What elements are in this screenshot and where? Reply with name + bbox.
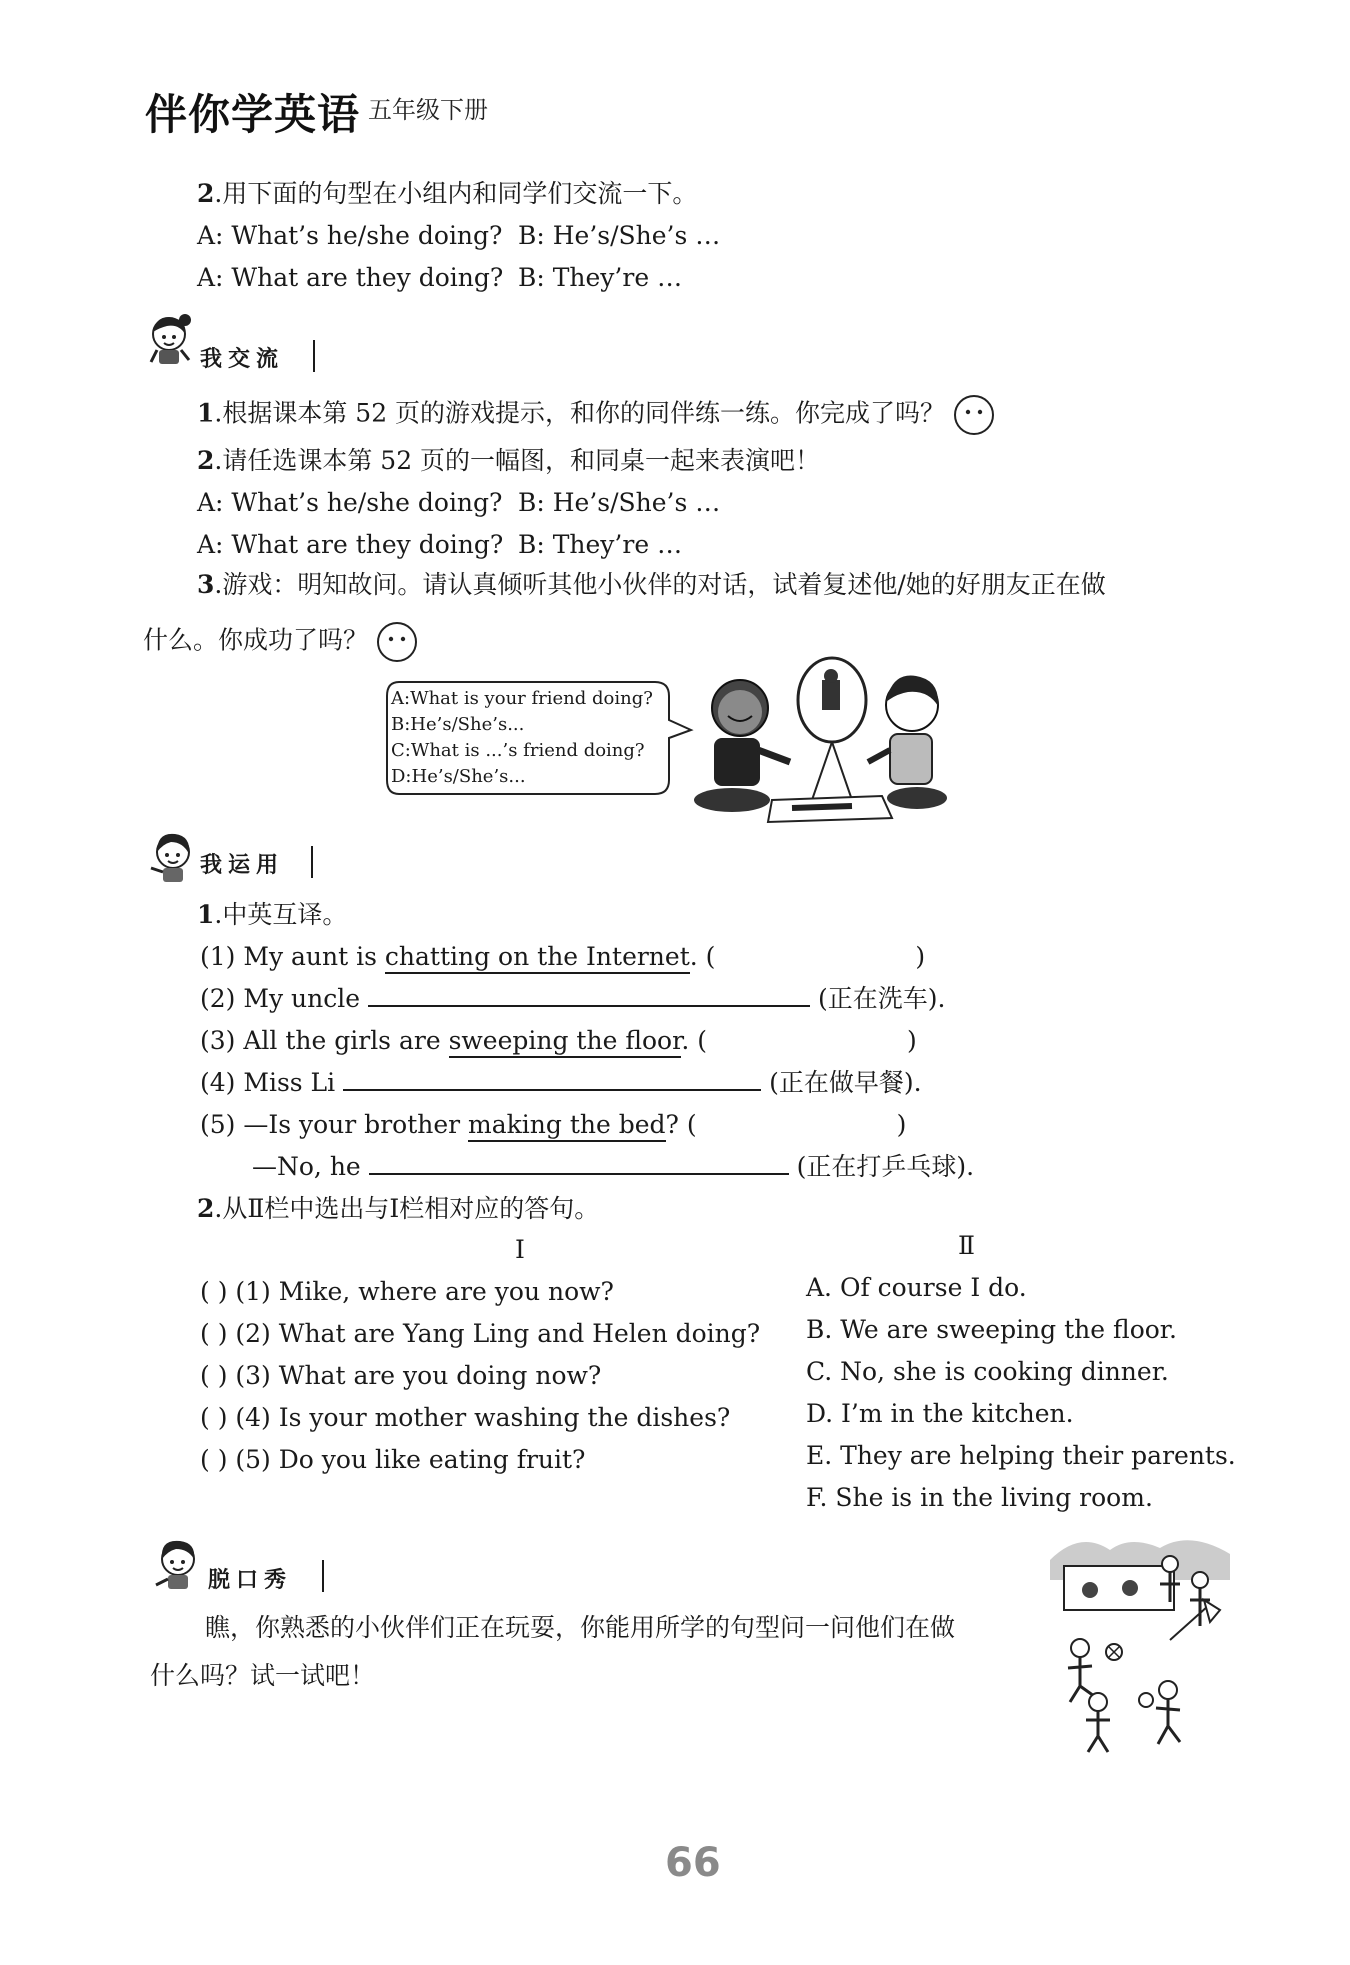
translate-item-3: [200, 1025, 917, 1057]
question-text: .根据课本第 52 页的游戏提示，和你的同伴练一练。你完成了吗？: [214, 398, 946, 428]
dialog-line-b: B: They’re …: [518, 530, 683, 559]
apply-question-2: [197, 1193, 599, 1225]
question-number: 2: [197, 446, 215, 475]
translate-item-2: [200, 983, 945, 1015]
dialog-line-b: B: They’re …: [518, 263, 683, 292]
section-label-apply: 我运用: [200, 853, 285, 878]
item-text: ? (: [665, 1110, 697, 1139]
exchange-question-3-cont: [143, 621, 418, 663]
smiley-face-icon: [953, 394, 995, 436]
question-2-top: [197, 178, 697, 210]
answer-blank[interactable]: [368, 983, 810, 1007]
match-question[interactable]: ( ) (2) What are Yang Ling and Helen doing?: [200, 1319, 761, 1348]
kids-game-illustration: [672, 650, 972, 825]
dialog-line-a: A: What’s he/she doing?: [197, 488, 503, 517]
book-title: 伴你学英语: [145, 90, 361, 139]
dialog-line-a: A: What are they doing?: [197, 530, 504, 559]
underlined-phrase: chatting on the Internet: [385, 942, 690, 974]
item-text: ): [906, 1026, 917, 1055]
dialog-line-b: B: He’s/She’s …: [518, 488, 721, 517]
bubble-line: A:What is your friend doing?: [391, 688, 653, 709]
bubble-line: D:He’s/She’s...: [391, 766, 526, 787]
item-text: (3) All the girls are: [200, 1026, 449, 1055]
book-subtitle: 五年级下册: [368, 96, 488, 124]
exchange-question-3: [197, 569, 1106, 601]
item-text: —No, he: [252, 1152, 361, 1181]
question-number: 3: [197, 570, 215, 599]
question-text: .请任选课本第 52 页的一幅图，和同桌一起来表演吧！: [214, 446, 821, 475]
page-number: 66: [665, 1840, 721, 1886]
dialog-line-a: A: What are they doing?: [197, 263, 504, 292]
dialog-line-a: A: What’s he/she doing?: [197, 221, 503, 250]
question-text: .游戏：明知故问。请认真倾听其他小伙伴的对话，试着复述他/她的好朋友正在做: [214, 570, 1106, 599]
match-answer: C. No, she is cooking dinner.: [806, 1357, 1169, 1386]
underlined-phrase: sweeping the floor: [449, 1026, 682, 1058]
section-label-talk-show: 脱口秀: [208, 1568, 293, 1593]
item-text: (5) —Is your brother: [200, 1110, 469, 1139]
question-text: .用下面的句型在小组内和同学们交流一下。: [214, 179, 698, 208]
section-divider: [313, 340, 315, 372]
item-text: ): [915, 942, 926, 971]
item-text: ): [896, 1110, 907, 1139]
underlined-phrase: making the bed: [468, 1110, 666, 1142]
answer-blank[interactable]: [343, 1067, 761, 1091]
section-label-exchange: 我交流: [200, 347, 285, 372]
bubble-line: C:What is ...’s friend doing?: [391, 740, 645, 761]
bubble-line: B:He’s/She’s...: [391, 714, 525, 735]
answer-blank[interactable]: [369, 1151, 789, 1175]
translate-item-1: [200, 941, 925, 973]
dialog-line-b: B: He’s/She’s …: [518, 221, 721, 250]
girl-mascot-icon: [150, 1535, 210, 1595]
match-question[interactable]: ( ) (1) Mike, where are you now?: [200, 1277, 614, 1306]
question-text: 什么。你成功了吗？: [143, 625, 369, 655]
item-text: (正在打乒乓球).: [796, 1152, 975, 1181]
question-text: .从Ⅱ栏中选出与Ⅰ栏相对应的答句。: [214, 1194, 600, 1223]
question-number: 1: [197, 398, 215, 428]
match-answer: E. They are helping their parents.: [806, 1441, 1236, 1470]
smiley-face-icon: [376, 621, 418, 663]
column-2-heading: Ⅱ: [958, 1231, 975, 1260]
match-answer: B. We are sweeping the floor.: [806, 1315, 1177, 1344]
exchange-question-2: [197, 445, 820, 477]
speech-bubble: [385, 680, 695, 796]
section-divider: [311, 846, 313, 878]
item-text: (2) My uncle: [200, 984, 361, 1013]
section-divider: [322, 1560, 324, 1592]
match-question[interactable]: ( ) (4) Is your mother washing the dishes?: [200, 1403, 731, 1432]
item-text: . (: [681, 1026, 707, 1055]
match-answer: D. I’m in the kitchen.: [806, 1399, 1074, 1428]
apply-question-1: [197, 899, 347, 931]
item-text: (1) My aunt is: [200, 942, 385, 971]
question-number: 2: [197, 1194, 215, 1223]
question-number: 1: [197, 900, 215, 929]
item-text: (4) Miss Li: [200, 1068, 336, 1097]
talk-show-text: 瞧，你熟悉的小伙伴们正在玩耍，你能用所学的句型问一问他们在做: [205, 1613, 956, 1642]
item-text: (正在洗车).: [817, 984, 946, 1013]
match-answer: F. She is in the living room.: [806, 1483, 1153, 1512]
playground-illustration: [1050, 1530, 1230, 1760]
exchange-question-1: [197, 394, 995, 436]
item-text: . (: [689, 942, 716, 971]
column-1-heading: Ⅰ: [515, 1235, 525, 1264]
talk-show-text: 什么吗？试一试吧！: [150, 1661, 376, 1690]
girl-mascot-icon: [143, 828, 203, 886]
match-question[interactable]: ( ) (3) What are you doing now?: [200, 1361, 602, 1390]
translate-item-5-reply: [252, 1151, 974, 1183]
translate-item-5: [200, 1109, 906, 1141]
question-number: 2: [197, 179, 215, 208]
translate-item-4: [200, 1067, 922, 1099]
item-text: (正在做早餐).: [769, 1068, 922, 1097]
match-answer: A. Of course I do.: [806, 1273, 1027, 1302]
question-text: .中英互译。: [214, 900, 348, 929]
girl-mascot-icon: [143, 310, 203, 370]
match-question[interactable]: ( ) (5) Do you like eating fruit?: [200, 1445, 586, 1474]
